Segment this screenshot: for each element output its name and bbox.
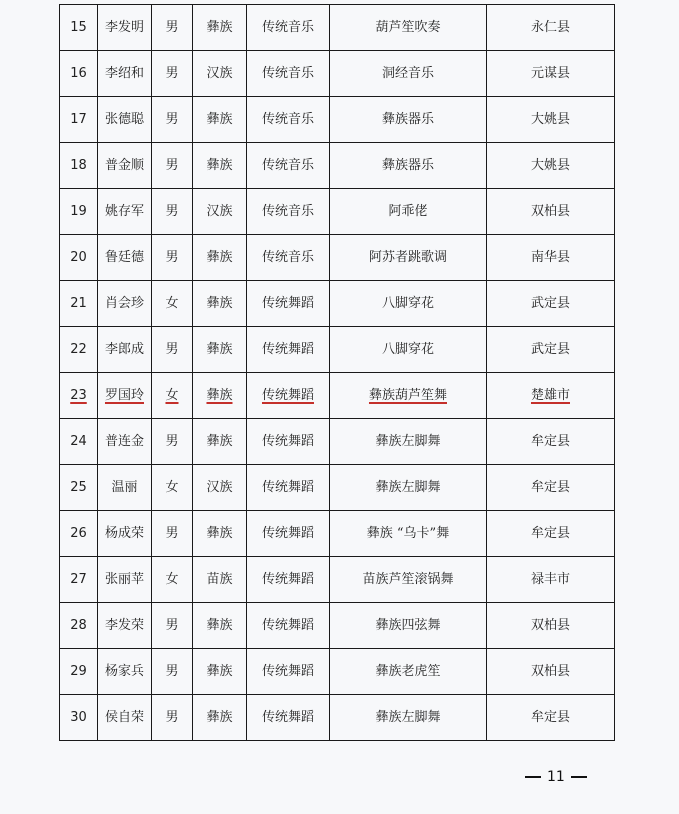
cell-number	[60, 373, 98, 419]
cell-gender-text: 男	[165, 434, 179, 449]
cell-project	[330, 419, 487, 465]
cell-project-text: 彝族左脚舞	[375, 480, 441, 495]
cell-project	[330, 235, 487, 281]
cell-ethnicity-text: 彝族	[206, 710, 233, 725]
cell-county	[487, 51, 615, 97]
cell-name-text: 李绍和	[104, 66, 144, 81]
cell-ethnicity-text: 彝族	[206, 20, 233, 35]
cell-gender	[152, 189, 193, 235]
table-row	[60, 557, 615, 603]
cell-name-text: 张德聪	[104, 112, 144, 127]
cell-gender-text: 女	[165, 572, 179, 587]
cell-project-text: 苗族芦笙滚锅舞	[362, 572, 454, 587]
cell-county-text: 南华县	[530, 250, 570, 265]
cell-number	[60, 235, 98, 281]
cell-number	[60, 419, 98, 465]
cell-county	[487, 465, 615, 511]
cell-category-text: 传统音乐	[261, 250, 314, 265]
cell-project	[330, 465, 487, 511]
cell-project	[330, 557, 487, 603]
cell-project-text: 八脚穿花	[381, 296, 434, 311]
cell-project-text: 彝族器乐	[381, 158, 434, 173]
cell-county	[487, 373, 615, 419]
cell-number	[60, 695, 98, 741]
cell-county	[487, 5, 615, 51]
cell-ethnicity	[193, 143, 247, 189]
cell-number-text: 22	[70, 342, 87, 357]
cell-name-text: 李发明	[104, 20, 144, 35]
cell-number	[60, 281, 98, 327]
cell-name	[98, 695, 152, 741]
cell-county-text: 牟定县	[530, 480, 570, 495]
table-row	[60, 695, 615, 741]
cell-ethnicity	[193, 419, 247, 465]
cell-category-text: 传统舞蹈	[261, 434, 314, 449]
cell-name	[98, 511, 152, 557]
cell-county	[487, 649, 615, 695]
cell-project	[330, 327, 487, 373]
cell-gender	[152, 557, 193, 603]
cell-gender-text: 女	[165, 388, 179, 403]
cell-county-text: 牟定县	[530, 710, 570, 725]
cell-ethnicity	[193, 695, 247, 741]
cell-name-text: 杨家兵	[104, 664, 144, 679]
cell-category-text: 传统音乐	[261, 158, 314, 173]
table-body	[60, 5, 615, 741]
cell-category	[247, 419, 330, 465]
cell-name-text: 鲁廷德	[104, 250, 144, 265]
cell-gender	[152, 327, 193, 373]
cell-category-text: 传统音乐	[261, 66, 314, 81]
cell-gender-text: 男	[165, 66, 179, 81]
cell-gender-text: 男	[165, 526, 179, 541]
cell-gender-text: 女	[165, 480, 179, 495]
cell-project	[330, 97, 487, 143]
cell-county	[487, 419, 615, 465]
cell-gender	[152, 143, 193, 189]
cell-gender-text: 男	[165, 710, 179, 725]
cell-county	[487, 189, 615, 235]
cell-number-text: 27	[70, 572, 87, 587]
cell-number	[60, 189, 98, 235]
cell-county-text: 禄丰市	[530, 572, 570, 587]
cell-name-text: 李郎成	[104, 342, 144, 357]
cell-category	[247, 281, 330, 327]
cell-county-text: 武定县	[530, 296, 570, 311]
cell-gender-text: 女	[165, 296, 179, 311]
cell-county-text: 永仁县	[530, 20, 570, 35]
table-row	[60, 51, 615, 97]
cell-name	[98, 649, 152, 695]
cell-ethnicity	[193, 327, 247, 373]
table-row	[60, 603, 615, 649]
cell-project-text: 洞经音乐	[381, 66, 434, 81]
cell-number-text: 18	[70, 158, 87, 173]
cell-county	[487, 235, 615, 281]
cell-number	[60, 97, 98, 143]
cell-county	[487, 603, 615, 649]
page-footer	[525, 767, 587, 787]
cell-county-text: 大姚县	[530, 158, 570, 173]
cell-number-text: 21	[70, 296, 87, 311]
cell-category	[247, 189, 330, 235]
cell-county	[487, 327, 615, 373]
cell-name-text: 张丽苹	[104, 572, 144, 587]
cell-gender-text: 男	[165, 204, 179, 219]
dash-left	[525, 776, 541, 778]
cell-gender	[152, 603, 193, 649]
cell-category	[247, 649, 330, 695]
cell-ethnicity-text: 苗族	[206, 572, 233, 587]
cell-ethnicity	[193, 5, 247, 51]
cell-gender-text: 男	[165, 250, 179, 265]
cell-ethnicity	[193, 189, 247, 235]
cell-county-text: 楚雄市	[530, 388, 570, 403]
cell-gender-text: 男	[165, 112, 179, 127]
cell-category	[247, 557, 330, 603]
cell-number-text: 15	[70, 20, 87, 35]
cell-ethnicity-text: 彝族	[206, 158, 233, 173]
cell-gender-text: 男	[165, 158, 179, 173]
cell-number-text: 28	[70, 618, 87, 633]
cell-project-text: 葫芦笙吹奏	[375, 20, 441, 35]
cell-ethnicity-text: 彝族	[206, 664, 233, 679]
cell-ethnicity-text: 彝族	[206, 250, 233, 265]
cell-county-text: 双柏县	[530, 204, 570, 219]
cell-name-text: 杨成荣	[104, 526, 144, 541]
cell-category	[247, 511, 330, 557]
cell-county	[487, 557, 615, 603]
cell-gender-text: 男	[165, 618, 179, 633]
cell-gender	[152, 511, 193, 557]
table-row	[60, 97, 615, 143]
cell-county-text: 牟定县	[530, 526, 570, 541]
cell-county-text: 元谋县	[530, 66, 570, 81]
cell-number-text: 17	[70, 112, 87, 127]
cell-project-text: 彝族葫芦笙舞	[368, 388, 447, 403]
cell-number-text: 19	[70, 204, 87, 219]
cell-name	[98, 51, 152, 97]
cell-category	[247, 695, 330, 741]
cell-ethnicity-text: 汉族	[206, 480, 233, 495]
cell-name	[98, 327, 152, 373]
cell-name	[98, 603, 152, 649]
table-row	[60, 373, 615, 419]
cell-gender	[152, 465, 193, 511]
cell-number	[60, 143, 98, 189]
cell-gender	[152, 373, 193, 419]
cell-name-text: 李发荣	[104, 618, 144, 633]
cell-category	[247, 603, 330, 649]
page-number: 11	[547, 769, 565, 785]
table-row	[60, 189, 615, 235]
cell-project-text: 彝族 “乌卡”舞	[366, 526, 450, 541]
cell-name	[98, 97, 152, 143]
cell-category-text: 传统舞蹈	[261, 664, 314, 679]
cell-county	[487, 281, 615, 327]
cell-county	[487, 511, 615, 557]
cell-number-text: 24	[70, 434, 87, 449]
cell-ethnicity	[193, 373, 247, 419]
cell-category-text: 传统舞蹈	[261, 572, 314, 587]
cell-number-text: 23	[70, 388, 87, 403]
dash-right	[571, 776, 587, 778]
cell-category	[247, 373, 330, 419]
cell-project	[330, 281, 487, 327]
cell-gender	[152, 281, 193, 327]
cell-ethnicity	[193, 511, 247, 557]
cell-project-text: 彝族老虎笙	[375, 664, 441, 679]
cell-name-text: 温丽	[111, 480, 138, 495]
cell-ethnicity	[193, 557, 247, 603]
cell-ethnicity-text: 汉族	[206, 66, 233, 81]
cell-ethnicity-text: 彝族	[206, 296, 233, 311]
cell-ethnicity-text: 彝族	[206, 434, 233, 449]
cell-number	[60, 603, 98, 649]
cell-number-text: 26	[70, 526, 87, 541]
cell-name	[98, 143, 152, 189]
cell-name	[98, 465, 152, 511]
cell-name-text: 肖会珍	[104, 296, 144, 311]
cell-gender	[152, 235, 193, 281]
cell-county-text: 牟定县	[530, 434, 570, 449]
cell-project-text: 阿乖佬	[388, 204, 428, 219]
cell-project	[330, 5, 487, 51]
cell-project	[330, 51, 487, 97]
cell-name	[98, 5, 152, 51]
cell-project	[330, 603, 487, 649]
cell-ethnicity-text: 彝族	[206, 342, 233, 357]
cell-county	[487, 695, 615, 741]
cell-category	[247, 235, 330, 281]
cell-gender	[152, 695, 193, 741]
cell-number-text: 20	[70, 250, 87, 265]
cell-gender-text: 男	[165, 664, 179, 679]
cell-county	[487, 143, 615, 189]
cell-ethnicity	[193, 465, 247, 511]
cell-number	[60, 5, 98, 51]
table-row	[60, 281, 615, 327]
cell-gender	[152, 5, 193, 51]
cell-category	[247, 51, 330, 97]
cell-number	[60, 649, 98, 695]
cell-name	[98, 373, 152, 419]
cell-name-text: 侯自荣	[104, 710, 144, 725]
cell-name-text: 普连金	[104, 434, 144, 449]
cell-gender-text: 男	[165, 342, 179, 357]
cell-project	[330, 649, 487, 695]
cell-category-text: 传统舞蹈	[261, 342, 314, 357]
table-row	[60, 327, 615, 373]
cell-ethnicity	[193, 281, 247, 327]
table-row	[60, 143, 615, 189]
cell-category-text: 传统舞蹈	[261, 388, 314, 403]
cell-ethnicity-text: 彝族	[206, 388, 233, 403]
cell-number	[60, 557, 98, 603]
cell-ethnicity	[193, 51, 247, 97]
cell-name-text: 罗国玲	[104, 388, 144, 403]
cell-project	[330, 373, 487, 419]
table-row	[60, 465, 615, 511]
table-row	[60, 649, 615, 695]
cell-county-text: 双柏县	[530, 618, 570, 633]
cell-name-text: 姚存军	[104, 204, 144, 219]
cell-ethnicity-text: 彝族	[206, 526, 233, 541]
cell-ethnicity	[193, 97, 247, 143]
table-row	[60, 235, 615, 281]
cell-name	[98, 557, 152, 603]
cell-number	[60, 51, 98, 97]
cell-category	[247, 5, 330, 51]
cell-gender	[152, 419, 193, 465]
cell-project-text: 彝族器乐	[381, 112, 434, 127]
cell-ethnicity	[193, 649, 247, 695]
cell-project	[330, 143, 487, 189]
cell-project-text: 彝族左脚舞	[375, 710, 441, 725]
cell-project	[330, 695, 487, 741]
cell-ethnicity	[193, 603, 247, 649]
cell-number	[60, 465, 98, 511]
cell-category	[247, 465, 330, 511]
cell-gender	[152, 97, 193, 143]
cell-gender	[152, 649, 193, 695]
cell-name	[98, 235, 152, 281]
cell-project-text: 彝族左脚舞	[375, 434, 441, 449]
table-row	[60, 511, 615, 557]
cell-name	[98, 281, 152, 327]
cell-ethnicity	[193, 235, 247, 281]
cell-number	[60, 327, 98, 373]
cell-county-text: 大姚县	[530, 112, 570, 127]
table-row	[60, 419, 615, 465]
cell-gender-text: 男	[165, 20, 179, 35]
inheritor-table	[59, 4, 615, 741]
cell-number	[60, 511, 98, 557]
cell-number-text: 30	[70, 710, 87, 725]
cell-gender	[152, 51, 193, 97]
cell-category-text: 传统音乐	[261, 112, 314, 127]
cell-name	[98, 189, 152, 235]
cell-number-text: 16	[70, 66, 87, 81]
cell-category-text: 传统舞蹈	[261, 710, 314, 725]
cell-project-text: 阿苏者跳歌调	[368, 250, 447, 265]
cell-project-text: 八脚穿花	[381, 342, 434, 357]
cell-name	[98, 419, 152, 465]
cell-project	[330, 511, 487, 557]
cell-name-text: 普金顺	[104, 158, 144, 173]
cell-category	[247, 97, 330, 143]
cell-county-text: 武定县	[530, 342, 570, 357]
cell-project	[330, 189, 487, 235]
cell-number-text: 29	[70, 664, 87, 679]
cell-category-text: 传统音乐	[261, 20, 314, 35]
cell-category-text: 传统舞蹈	[261, 480, 314, 495]
cell-category-text: 传统舞蹈	[261, 296, 314, 311]
cell-category	[247, 327, 330, 373]
cell-category-text: 传统舞蹈	[261, 526, 314, 541]
cell-category-text: 传统音乐	[261, 204, 314, 219]
cell-county-text: 双柏县	[530, 664, 570, 679]
table-row	[60, 5, 615, 51]
cell-ethnicity-text: 汉族	[206, 204, 233, 219]
cell-category-text: 传统舞蹈	[261, 618, 314, 633]
cell-number-text: 25	[70, 480, 87, 495]
cell-ethnicity-text: 彝族	[206, 618, 233, 633]
cell-county	[487, 97, 615, 143]
cell-category	[247, 143, 330, 189]
cell-ethnicity-text: 彝族	[206, 112, 233, 127]
cell-project-text: 彝族四弦舞	[375, 618, 441, 633]
